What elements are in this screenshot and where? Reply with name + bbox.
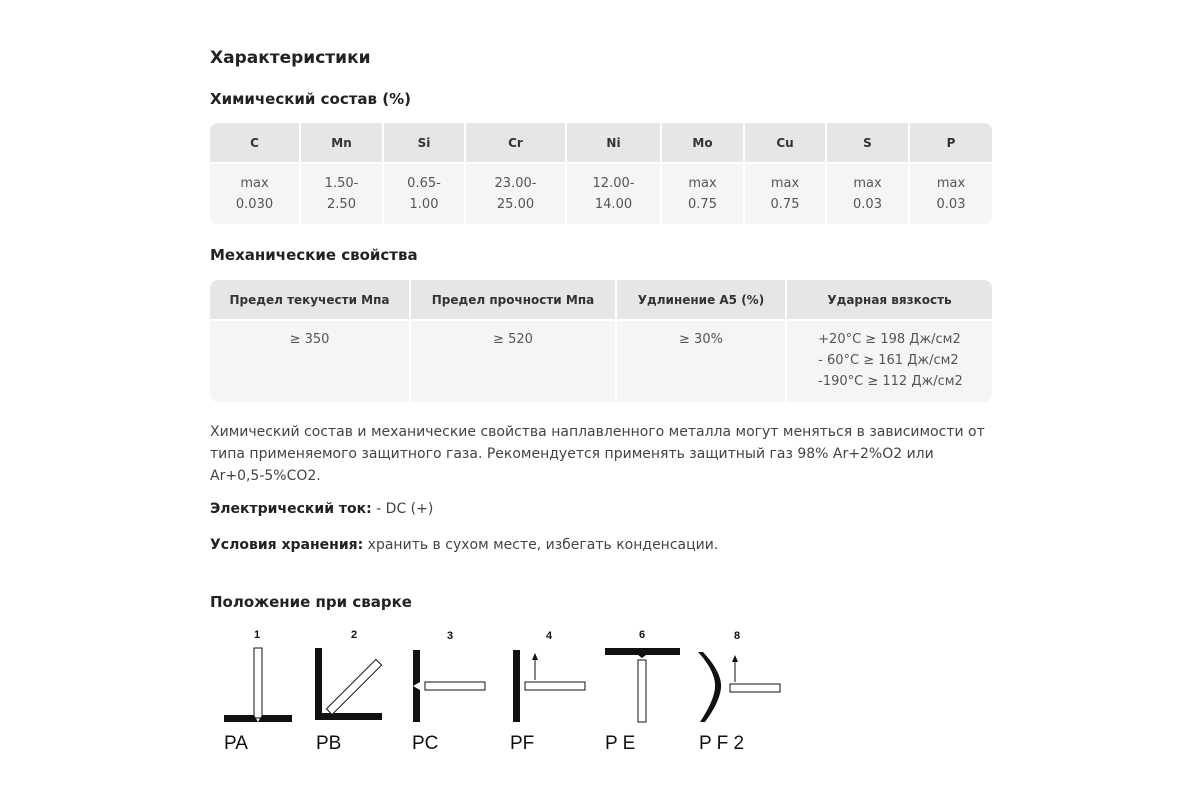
position-code: P E: [605, 733, 636, 754]
chemical-composition-table: [210, 123, 992, 224]
table-cell: 23.00- 25.00: [466, 162, 567, 224]
mechanical-heading: Механические свойства: [210, 246, 418, 264]
table-cell: max 0.75: [745, 162, 827, 224]
arrow-head: [732, 655, 738, 662]
storage-conditions: Условия хранения: хранить в сухом месте, избегать конденсации.: [210, 537, 719, 553]
ceiling-plate: [605, 648, 680, 658]
plate: [525, 682, 585, 690]
table-header-row: [210, 123, 992, 162]
position-number: 3: [446, 630, 454, 642]
position-code: P F 2: [699, 733, 745, 754]
table-cell: 0.65- 1.00: [384, 162, 466, 224]
angle-plate: [315, 648, 382, 720]
tensile-strength-value: ≥ 520: [411, 319, 617, 402]
position-code: PF: [510, 733, 535, 754]
col-header: S: [827, 123, 910, 162]
position-code: PB: [316, 733, 342, 754]
elongation-value: ≥ 30%: [617, 319, 787, 402]
table-row: [210, 162, 992, 224]
position-number: 4: [545, 630, 553, 642]
position-number: 6: [638, 629, 646, 641]
impact-toughness-value: +20°С ≥ 198 Дж/см2 - 60°С ≥ 161 Дж/см2 -190°С ≥ 112 Дж/см2: [787, 319, 992, 402]
plate: [326, 659, 381, 714]
plate: [730, 684, 780, 692]
electric-current: Электрический ток: - DC (+): [210, 501, 434, 517]
col-header: Ударная вязкость: [787, 280, 992, 319]
yield-strength-value: ≥ 350: [210, 319, 411, 402]
mechanical-properties-table: [210, 280, 992, 402]
table-row: [210, 319, 992, 402]
table-header-row: [210, 280, 992, 319]
wall-plate: [513, 650, 520, 722]
col-header: Cu: [745, 123, 827, 162]
table-cell: max 0.030: [210, 162, 301, 224]
table-cell: max 0.75: [662, 162, 745, 224]
col-header: Предел прочности Мпа: [411, 280, 617, 319]
col-header: Cr: [466, 123, 567, 162]
pipe-wall: [698, 652, 721, 722]
table-cell: 1.50- 2.50: [301, 162, 384, 224]
welding-positions-diagram: [210, 622, 800, 762]
col-header: C: [210, 123, 301, 162]
col-header: P: [910, 123, 992, 162]
position-code: PC: [412, 733, 439, 754]
plate: [425, 682, 485, 690]
col-header: Предел текучести Мпа: [210, 280, 411, 319]
col-header: Mo: [662, 123, 745, 162]
table-cell: max 0.03: [910, 162, 992, 224]
col-header: Mn: [301, 123, 384, 162]
positions-heading: Положение при сварке: [210, 593, 412, 611]
plate: [638, 660, 646, 722]
wall-plate: [413, 650, 420, 722]
position-number: 2: [350, 629, 358, 641]
col-header: Удлинение А5 (%): [617, 280, 787, 319]
col-header: Ni: [567, 123, 662, 162]
col-header: Si: [384, 123, 466, 162]
page-title: Характеристики: [210, 48, 371, 68]
table-cell: max 0.03: [827, 162, 910, 224]
plate: [254, 648, 262, 718]
position-code: PA: [224, 733, 248, 754]
table-cell: 12.00- 14.00: [567, 162, 662, 224]
position-number: 8: [733, 630, 741, 642]
arrow-head: [532, 653, 538, 660]
position-number: 1: [253, 629, 261, 641]
chemical-heading: Химический состав (%): [210, 90, 411, 108]
composition-note: Химический состав и механические свойства наплавленного металла могут меняться в зависимости от типа применяемого защитного газа. Рекомендуется применять защитный газ 98% Ar+2%O2 или Ar+0,5-5%CO2.: [210, 424, 985, 484]
